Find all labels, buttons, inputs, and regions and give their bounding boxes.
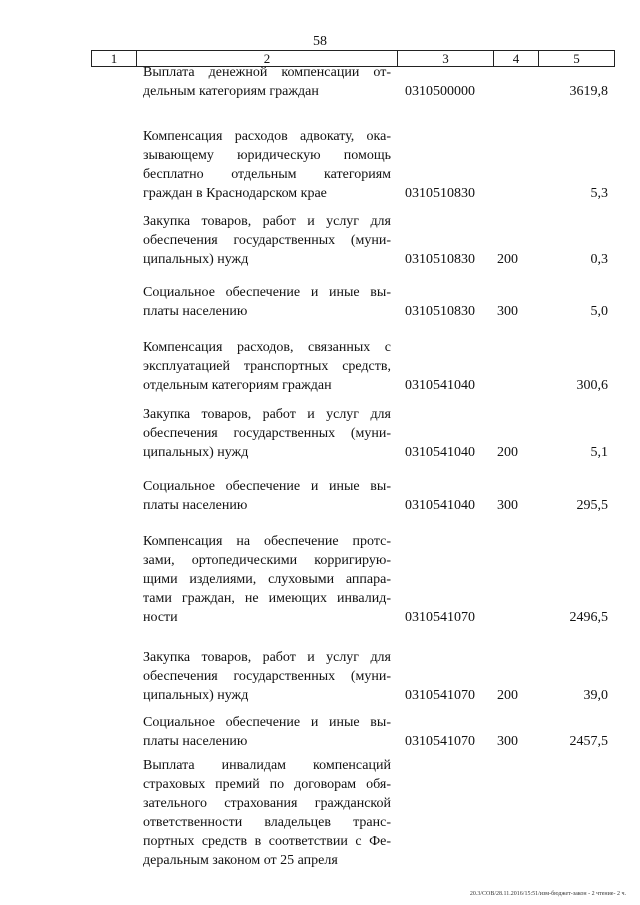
row-description	[143, 212, 391, 269]
row-expense-type: 200	[497, 252, 518, 267]
column-header-5: 5	[539, 51, 615, 67]
description-line: Социальное обеспечение и иные вы-	[143, 479, 391, 494]
description-line: тами граждан, не имеющих инвалид-	[143, 591, 391, 606]
row-code: 0310541070	[405, 610, 475, 625]
row-expense-type: 200	[497, 445, 518, 460]
description-line: платы населению	[143, 304, 248, 319]
description-line: дельным категориям граждан	[143, 84, 319, 99]
description-line: ципальных) нужд	[143, 252, 249, 267]
description-line: ципальных) нужд	[143, 445, 249, 460]
row-description	[143, 338, 391, 395]
row-amount: 5,1	[590, 445, 608, 460]
row-description	[143, 756, 391, 870]
description-line: Закупка товаров, работ и услуг для	[143, 650, 391, 665]
row-code: 0310541040	[405, 445, 475, 460]
description-line: Закупка товаров, работ и услуг для	[143, 407, 391, 422]
description-line: обеспечения государственных (муни-	[143, 669, 391, 684]
description-line: Компенсация расходов адвокату, ока-	[143, 129, 391, 144]
row-description	[143, 648, 391, 705]
column-header-4: 4	[494, 51, 539, 67]
description-line: зывающему юридическую помощь	[143, 148, 391, 163]
description-line: ципальных) нужд	[143, 688, 249, 703]
description-line: зательного страхования гражданской	[143, 796, 391, 811]
row-code: 0310510830	[405, 186, 475, 201]
row-code: 0310541040	[405, 378, 475, 393]
description-line: страховых премий по договорам обя-	[143, 777, 391, 792]
row-code: 0310510830	[405, 304, 475, 319]
row-amount: 5,0	[590, 304, 608, 319]
description-line: Выплата инвалидам компенсаций	[143, 758, 391, 773]
row-description	[143, 477, 391, 515]
description-line: Выплата денежной компенсации от-	[143, 65, 391, 80]
description-line: обеспечения государственных (муни-	[143, 233, 391, 248]
column-header-2: 2	[137, 51, 398, 67]
row-expense-type: 200	[497, 688, 518, 703]
row-code: 0310541040	[405, 498, 475, 513]
row-amount: 2457,5	[569, 734, 608, 749]
description-line: ответственности владельцев транс-	[143, 815, 391, 830]
description-line: обеспечения государственных (муни-	[143, 426, 391, 441]
row-amount: 295,5	[576, 498, 608, 513]
description-line: граждан в Краснодарском крае	[143, 186, 327, 201]
row-code: 0310541070	[405, 734, 475, 749]
description-line: Социальное обеспечение и иные вы-	[143, 285, 391, 300]
document-footer: 20.3/СОВ/28.11.2016/15:51/изм-бюджет-закон - 2 чтение- 2 ч.	[469, 891, 626, 897]
row-amount: 5,3	[590, 186, 608, 201]
row-code: 0310510830	[405, 252, 475, 267]
column-header-3: 3	[398, 51, 494, 67]
description-line: Закупка товаров, работ и услуг для	[143, 214, 391, 229]
row-expense-type: 300	[497, 734, 518, 749]
description-line: бесплатно отдельным категориям	[143, 167, 391, 182]
description-line: деральным законом от 25 апреля	[143, 853, 338, 868]
row-code: 0310500000	[405, 84, 475, 99]
row-amount: 0,3	[590, 252, 608, 267]
description-line: Социальное обеспечение и иные вы-	[143, 715, 391, 730]
row-amount: 2496,5	[569, 610, 608, 625]
row-code: 0310541070	[405, 688, 475, 703]
description-line: платы населению	[143, 498, 248, 513]
page-number: 58	[313, 34, 327, 49]
description-line: ности	[143, 610, 178, 625]
row-amount: 39,0	[583, 688, 608, 703]
description-line: зами, ортопедическими корригирую-	[143, 553, 391, 568]
row-description	[143, 713, 391, 751]
row-expense-type: 300	[497, 498, 518, 513]
description-line: эксплуатацией транспортных средств,	[143, 359, 391, 374]
row-description	[143, 405, 391, 462]
row-amount: 300,6	[576, 378, 608, 393]
description-line: портных средств в соответствии с Фе-	[143, 834, 391, 849]
column-header-1: 1	[92, 51, 137, 67]
row-amount: 3619,8	[569, 84, 608, 99]
description-line: отдельным категориям граждан	[143, 378, 332, 393]
row-expense-type: 300	[497, 304, 518, 319]
row-description	[143, 127, 391, 203]
description-line: Компенсация расходов, связанных с	[143, 340, 391, 355]
description-line: Компенсация на обеспечение протс-	[143, 534, 391, 549]
row-description	[143, 532, 391, 627]
description-line: щими изделиями, слуховыми аппара-	[143, 572, 391, 587]
row-description	[143, 63, 391, 101]
row-description	[143, 283, 391, 321]
description-line: платы населению	[143, 734, 248, 749]
